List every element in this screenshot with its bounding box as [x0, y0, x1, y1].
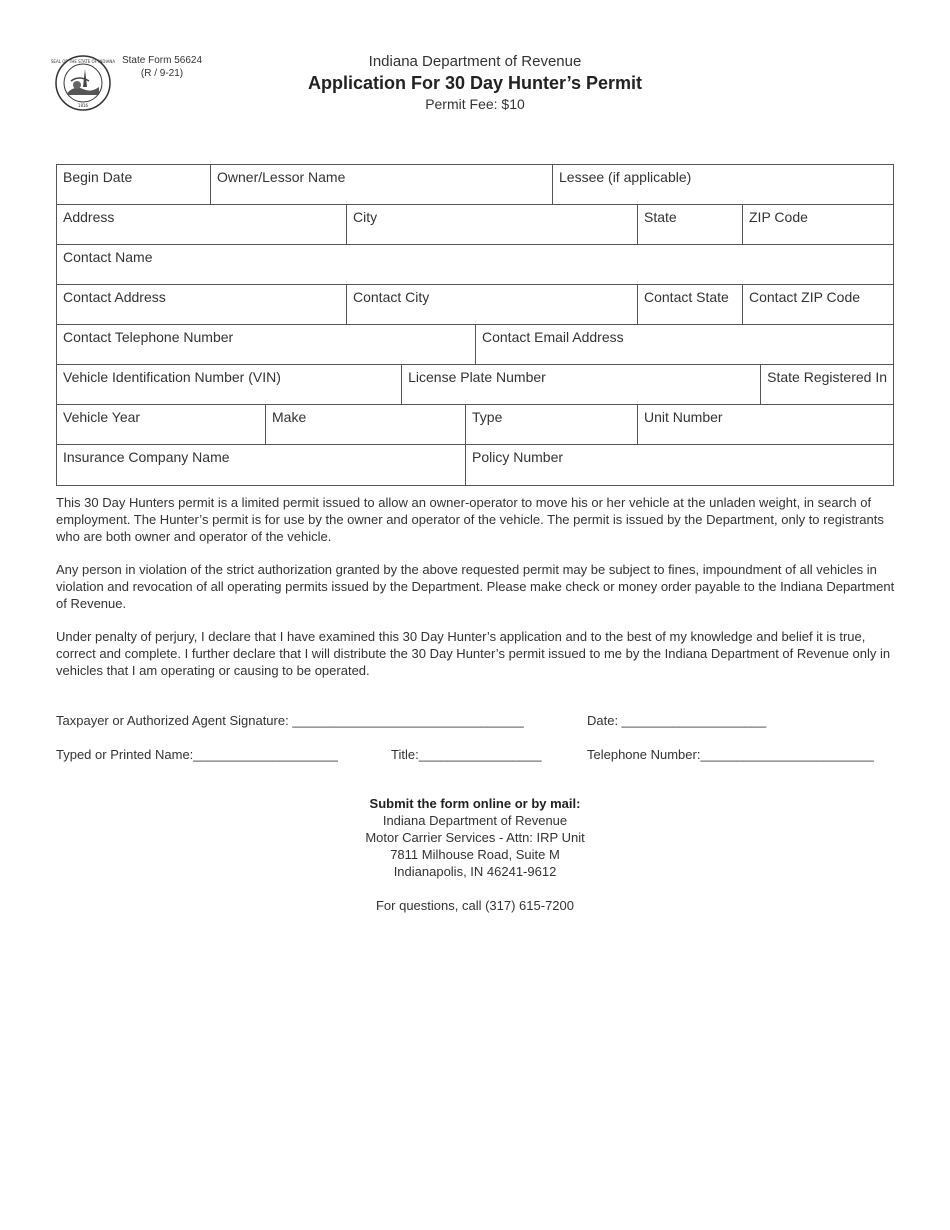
- begin-date-field[interactable]: Begin Date: [57, 165, 211, 204]
- questions-phone: For questions, call (317) 615-7200: [375, 898, 574, 913]
- form-title: Application For 30 Day Hunter’s Permit: [307, 73, 643, 93]
- fields-row: [57, 405, 893, 445]
- fields-row: [57, 205, 893, 245]
- form-header: [0, 52, 950, 113]
- violation-notice-paragraph: Any person in violation of the strict authorization granted by the above requested permit may be subject to fines, impoundment of all vehicles in violation and revocation of all operating permits issued by the Department. Please make check or money order payable to the Indiana Department of Revenue.: [56, 562, 895, 611]
- license-plate-field[interactable]: License Plate Number: [402, 365, 761, 404]
- fields-row: [57, 325, 893, 365]
- insurance-company-field[interactable]: Insurance Company Name: [57, 445, 466, 485]
- state-registered-field[interactable]: State Registered In: [767, 369, 887, 385]
- mailing-address-line: 7811 Milhouse Road, Suite M: [390, 847, 560, 862]
- fields-row: [57, 245, 893, 285]
- fields-row: [57, 165, 893, 205]
- owner-lessor-name-field[interactable]: Owner/Lessor Name: [211, 165, 553, 204]
- contact-name-field[interactable]: Contact Name: [63, 249, 153, 265]
- state-field[interactable]: State: [638, 205, 743, 244]
- policy-number-field[interactable]: Policy Number: [472, 449, 564, 465]
- mailing-address-line: Indiana Department of Revenue: [382, 813, 568, 828]
- svg-text:SEAL OF THE STATE OF INDIANA: SEAL OF THE STATE OF INDIANA: [50, 59, 116, 64]
- permit-fee: Permit Fee: $10: [425, 96, 525, 112]
- contact-zip-field[interactable]: Contact ZIP Code: [749, 289, 861, 305]
- address-field[interactable]: Address: [57, 205, 347, 244]
- contact-city-field[interactable]: Contact City: [347, 285, 638, 324]
- zip-code-field[interactable]: ZIP Code: [749, 209, 808, 225]
- lessee-field[interactable]: Lessee (if applicable): [559, 169, 692, 185]
- vehicle-year-field[interactable]: Vehicle Year: [57, 405, 266, 444]
- printed-name-field[interactable]: Typed or Printed Name:____________________: [56, 747, 338, 762]
- city-field[interactable]: City: [347, 205, 638, 244]
- form-number: State Form 56624: [121, 55, 203, 66]
- fields-row: [57, 365, 893, 405]
- signature-field[interactable]: Taxpayer or Authorized Agent Signature: ________________________________: [56, 713, 524, 728]
- date-field[interactable]: Date: ____________________: [587, 713, 767, 728]
- mailing-address-line: Motor Carrier Services - Attn: IRP Unit: [365, 830, 585, 845]
- contact-email-field[interactable]: Contact Email Address: [482, 329, 624, 345]
- contact-phone-field[interactable]: Contact Telephone Number: [57, 325, 476, 364]
- fields-row: [57, 285, 893, 325]
- fields-row: [57, 445, 893, 485]
- title-field[interactable]: Title:_________________: [391, 747, 542, 762]
- form-revision: (R / 9-21): [140, 68, 184, 79]
- perjury-declaration-paragraph: Under penalty of perjury, I declare that I have examined this 30 Day Hunter’s application and to the best of my knowledge and belief it is true, correct and complete. I further declare that I will distribute the 30 Day Hunter’s permit issued to me by the Indiana Department of Revenue only in vehicles that I am operating or causing to be operated.: [56, 629, 891, 678]
- type-field[interactable]: Type: [466, 405, 638, 444]
- contact-address-field[interactable]: Contact Address: [57, 285, 347, 324]
- telephone-number-field[interactable]: Telephone Number:________________________: [587, 747, 874, 762]
- application-fields-table: [56, 164, 894, 486]
- contact-state-field[interactable]: Contact State: [638, 285, 743, 324]
- mailing-address-line: Indianapolis, IN 46241-9612: [393, 864, 557, 879]
- vin-field[interactable]: Vehicle Identification Number (VIN): [57, 365, 402, 404]
- submission-info: [0, 795, 950, 914]
- svg-text:1816: 1816: [77, 103, 89, 108]
- submit-heading: Submit the form online or by mail:: [369, 796, 581, 811]
- unit-number-field[interactable]: Unit Number: [644, 409, 723, 425]
- make-field[interactable]: Make: [266, 405, 466, 444]
- permit-description-paragraph: This 30 Day Hunters permit is a limited permit issued to allow an owner-operator to move his or her vehicle at the unladen weight, in search of employment. The Hunter’s permit is for use by the owner and operator of the vehicle. The permit is issued by the Department, only to registrants who are both owner and operator of the vehicle.: [56, 495, 884, 544]
- department-name: Indiana Department of Revenue: [368, 53, 582, 70]
